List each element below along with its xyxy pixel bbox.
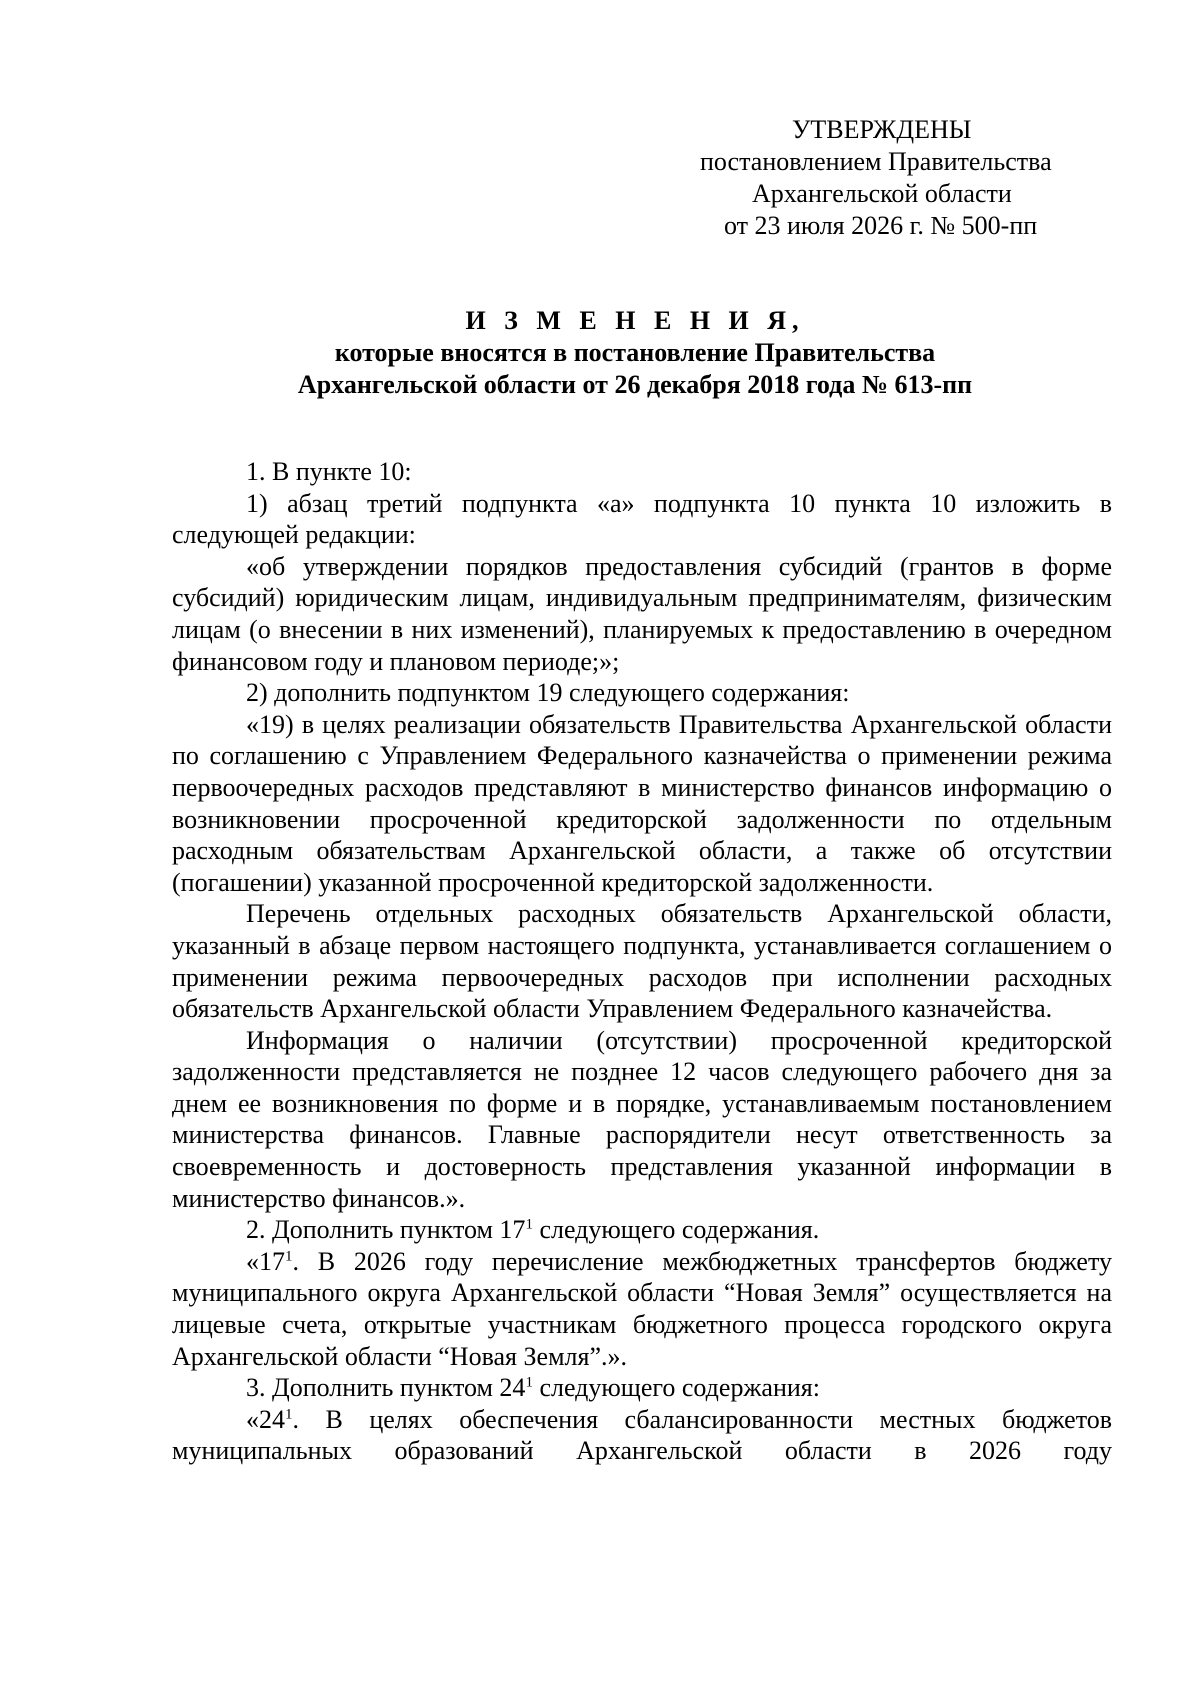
superscript: 1 [525,1216,533,1233]
paragraph-8 [172,1214,1112,1246]
approval-date: от 23 июля 2026 г. № 500-пп [724,211,1038,240]
heading-title: И З М Е Н Е Н И Я, [465,306,805,335]
document-heading [172,305,1098,401]
paragraph-2: 1) абзац третий подпункта «а» подпункта 10 пункта 10 изложить в следующей редакции: [172,488,1112,550]
paragraph-9-text-end: . В 2026 году перечисление межбюджетных трансфертов бюджету муниципального округа Архангельской области “Новая Земля” осуществляется на лицевые счета, открытые участникам бюджетного процесса городского округа Архангельской области “Новая Земля”.». [172,1246,1112,1371]
superscript: 1 [525,1374,533,1391]
paragraph-11-text: «24 [246,1404,285,1434]
approval-stamp [700,114,1120,242]
heading-subtitle-line-2: Архангельской области от 26 декабря 2018 года № 613-пп [297,370,973,399]
paragraph-10-text-end: следующего содержания: [532,1373,820,1403]
superscript: 1 [285,1406,293,1423]
approval-title: УТВЕРЖДЕНЫ [792,115,972,144]
paragraph-8-text: 2. Дополнить пунктом 17 [246,1215,526,1245]
superscript: 1 [285,1248,293,1265]
paragraph-6: Перечень отдельных расходных обязательств Архангельской области, указанный в абзаце первом настоящего подпункта, устанавливается соглашением о применении режима первоочередных расходов при исполнении расходных обязательств Архангельской области Управлением Федерального казначейства. [172,899,1112,1024]
paragraph-5: «19) в целях реализации обязательств Правительства Архангельской области по соглашению с Управлением Федерального казначейства о применении режима первоочередных расходов представляют в министерство финансов информацию о возникновении просроченной кредиторской задолженности по отдельным расходным обязательствам Архангельской области, а также об отсутствии (погашении) указанной просроченной кредиторской задолженности. [172,709,1112,897]
paragraph-7: Информация о наличии (отсутствии) просроченной кредиторской задолженности представляется не позднее 12 часов следующего рабочего дня за днем ее возникновения по форме и в порядке, устанавливаемым постановлением министерства финансов. Главные распорядители несут ответственность за своевременность и достоверность представления указанной информации в министерство финансов.». [172,1025,1112,1213]
paragraph-10 [172,1372,1112,1404]
paragraph-8-text-end: следующего содержания. [532,1215,820,1245]
paragraph-3: «об утверждении порядков предоставления субсидий (грантов в форме субсидий) юридическим лицам, индивидуальным предпринимателям, физическим лицам (о внесении в них изменений), планируемых к предоставлению в очередном финансовом году и плановом периоде;»; [172,551,1112,676]
paragraph-11 [172,1404,1112,1467]
paragraph-10-text: 3. Дополнить пунктом 24 [246,1373,526,1403]
paragraph-9 [172,1246,1112,1372]
paragraph-9-text: «17 [246,1246,285,1276]
document-body [172,456,1112,1467]
paragraph-4: 2) дополнить подпунктом 19 следующего содержания: [246,678,850,708]
approval-region: Архангельской области [752,179,1012,208]
heading-subtitle-line-1: которые вносятся в постановление Правительства [334,338,936,367]
approval-issuer: постановлением Правительства [700,147,1052,176]
paragraph-1: 1. В пункте 10: [246,457,412,486]
paragraph-11-text-end: . В целях обеспечения сбалансированности местных бюджетов муниципальных образований Архангельской области в 2026 году [172,1404,1112,1466]
